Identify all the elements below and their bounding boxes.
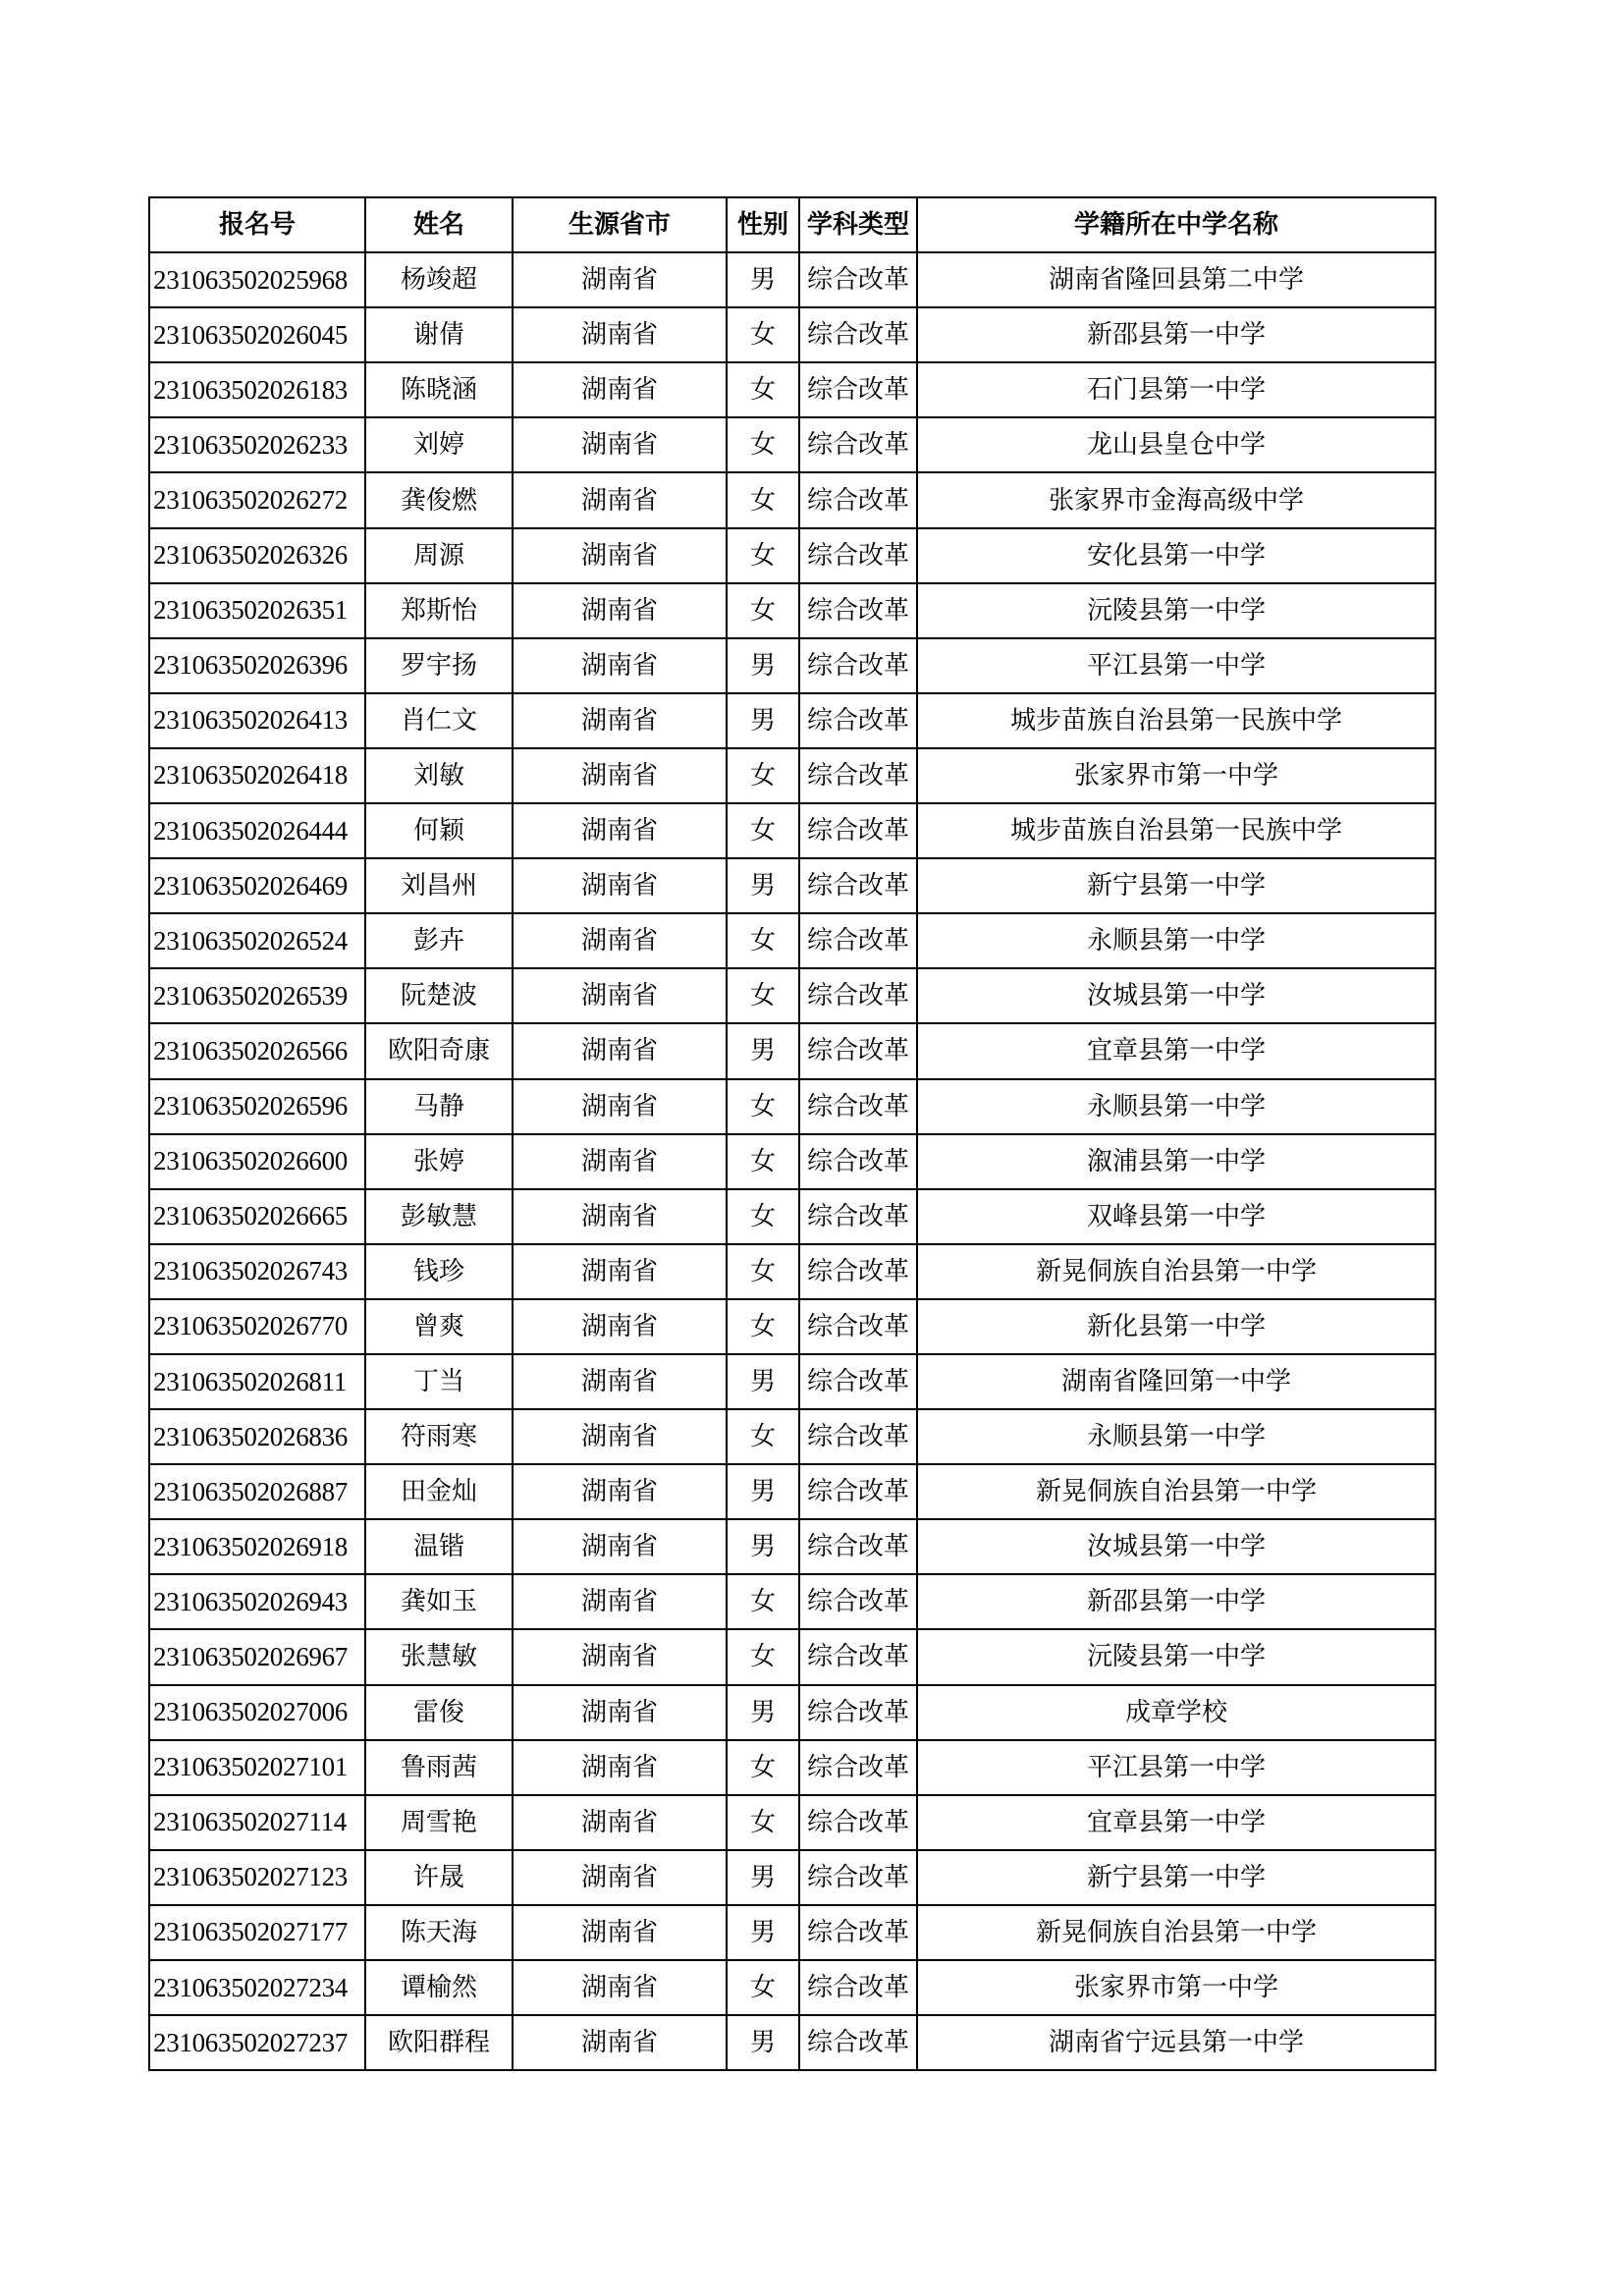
cell-id: 231063502027177 <box>149 1905 365 1960</box>
table-row <box>149 1795 1435 1850</box>
table-row <box>149 1629 1435 1684</box>
cell-type: 综合改革 <box>799 1299 917 1354</box>
cell-id: 231063502027006 <box>149 1685 365 1740</box>
header-sex: 性别 <box>727 197 799 252</box>
cell-school: 新晃侗族自治县第一中学 <box>917 1244 1435 1299</box>
table-row <box>149 362 1435 417</box>
table-row <box>149 1685 1435 1740</box>
cell-school: 汝城县第一中学 <box>917 1519 1435 1574</box>
table-row <box>149 583 1435 638</box>
cell-name: 曾爽 <box>365 1299 513 1354</box>
cell-id: 231063502026596 <box>149 1079 365 1134</box>
cell-sex: 女 <box>727 583 799 638</box>
cell-sex: 男 <box>727 1464 799 1519</box>
cell-sex: 男 <box>727 1685 799 1740</box>
cell-province: 湖南省 <box>513 748 727 803</box>
cell-province: 湖南省 <box>513 803 727 858</box>
cell-type: 综合改革 <box>799 638 917 693</box>
cell-province: 湖南省 <box>513 1519 727 1574</box>
cell-id: 231063502027123 <box>149 1850 365 1905</box>
cell-name: 彭敏慧 <box>365 1189 513 1244</box>
cell-id: 231063502026351 <box>149 583 365 638</box>
cell-sex: 男 <box>727 1850 799 1905</box>
table-row <box>149 472 1435 527</box>
cell-school: 沅陵县第一中学 <box>917 583 1435 638</box>
table-row <box>149 693 1435 748</box>
cell-province: 湖南省 <box>513 1740 727 1795</box>
cell-name: 杨竣超 <box>365 252 513 307</box>
cell-name: 龚俊燃 <box>365 472 513 527</box>
cell-id: 231063502026770 <box>149 1299 365 1354</box>
cell-type: 综合改革 <box>799 583 917 638</box>
cell-province: 湖南省 <box>513 307 727 362</box>
cell-type: 综合改革 <box>799 417 917 472</box>
header-id: 报名号 <box>149 197 365 252</box>
cell-type: 综合改革 <box>799 913 917 968</box>
cell-school: 张家界市第一中学 <box>917 748 1435 803</box>
cell-province: 湖南省 <box>513 1189 727 1244</box>
cell-province: 湖南省 <box>513 1629 727 1684</box>
table-row <box>149 1464 1435 1519</box>
cell-id: 231063502026524 <box>149 913 365 968</box>
cell-type: 综合改革 <box>799 1464 917 1519</box>
cell-province: 湖南省 <box>513 472 727 527</box>
cell-id: 231063502026967 <box>149 1629 365 1684</box>
cell-name: 肖仁文 <box>365 693 513 748</box>
cell-name: 雷俊 <box>365 1685 513 1740</box>
cell-id: 231063502026811 <box>149 1354 365 1409</box>
cell-school: 新晃侗族自治县第一中学 <box>917 1905 1435 1960</box>
cell-school: 安化县第一中学 <box>917 528 1435 583</box>
table-row <box>149 1409 1435 1464</box>
cell-id: 231063502026045 <box>149 307 365 362</box>
cell-sex: 女 <box>727 803 799 858</box>
cell-sex: 女 <box>727 913 799 968</box>
cell-id: 231063502026600 <box>149 1134 365 1189</box>
cell-school: 新宁县第一中学 <box>917 1850 1435 1905</box>
cell-id: 231063502026413 <box>149 693 365 748</box>
cell-type: 综合改革 <box>799 1409 917 1464</box>
cell-type: 综合改革 <box>799 1079 917 1134</box>
cell-school: 永顺县第一中学 <box>917 913 1435 968</box>
cell-name: 欧阳奇康 <box>365 1023 513 1078</box>
cell-id: 231063502026743 <box>149 1244 365 1299</box>
cell-name: 钱珍 <box>365 1244 513 1299</box>
cell-type: 综合改革 <box>799 1354 917 1409</box>
cell-name: 周雪艳 <box>365 1795 513 1850</box>
table-row <box>149 1189 1435 1244</box>
cell-id: 231063502026469 <box>149 858 365 913</box>
cell-type: 综合改革 <box>799 1850 917 1905</box>
cell-id: 231063502026943 <box>149 1574 365 1629</box>
cell-id: 231063502026326 <box>149 528 365 583</box>
cell-id: 231063502027114 <box>149 1795 365 1850</box>
cell-name: 丁当 <box>365 1354 513 1409</box>
table-row <box>149 748 1435 803</box>
cell-id: 231063502026665 <box>149 1189 365 1244</box>
cell-name: 陈晓涵 <box>365 362 513 417</box>
cell-id: 231063502027101 <box>149 1740 365 1795</box>
cell-province: 湖南省 <box>513 417 727 472</box>
cell-name: 龚如玉 <box>365 1574 513 1629</box>
cell-name: 何颖 <box>365 803 513 858</box>
table-row <box>149 968 1435 1023</box>
cell-type: 综合改革 <box>799 1795 917 1850</box>
cell-sex: 女 <box>727 1244 799 1299</box>
cell-id: 231063502026566 <box>149 1023 365 1078</box>
cell-name: 符雨寒 <box>365 1409 513 1464</box>
cell-school: 湖南省宁远县第一中学 <box>917 2015 1435 2070</box>
cell-type: 综合改革 <box>799 2015 917 2070</box>
cell-id: 231063502026233 <box>149 417 365 472</box>
cell-school: 双峰县第一中学 <box>917 1189 1435 1244</box>
cell-school: 张家界市第一中学 <box>917 1960 1435 2015</box>
table-row <box>149 1299 1435 1354</box>
cell-province: 湖南省 <box>513 528 727 583</box>
cell-type: 综合改革 <box>799 307 917 362</box>
cell-sex: 女 <box>727 528 799 583</box>
table-row <box>149 2015 1435 2070</box>
cell-province: 湖南省 <box>513 583 727 638</box>
cell-sex: 男 <box>727 1905 799 1960</box>
cell-name: 鲁雨茜 <box>365 1740 513 1795</box>
cell-province: 湖南省 <box>513 1409 727 1464</box>
cell-type: 综合改革 <box>799 803 917 858</box>
cell-id: 231063502026183 <box>149 362 365 417</box>
cell-type: 综合改革 <box>799 968 917 1023</box>
cell-school: 永顺县第一中学 <box>917 1079 1435 1134</box>
cell-name: 彭卉 <box>365 913 513 968</box>
table-header <box>149 197 1435 252</box>
table-row <box>149 913 1435 968</box>
cell-name: 马静 <box>365 1079 513 1134</box>
student-roster-table <box>148 196 1436 2071</box>
table-row <box>149 1134 1435 1189</box>
cell-name: 温锴 <box>365 1519 513 1574</box>
cell-id: 231063502026836 <box>149 1409 365 1464</box>
cell-province: 湖南省 <box>513 252 727 307</box>
cell-type: 综合改革 <box>799 472 917 527</box>
cell-province: 湖南省 <box>513 1023 727 1078</box>
cell-id: 231063502026396 <box>149 638 365 693</box>
table-row <box>149 528 1435 583</box>
cell-school: 石门县第一中学 <box>917 362 1435 417</box>
cell-province: 湖南省 <box>513 1850 727 1905</box>
cell-type: 综合改革 <box>799 252 917 307</box>
cell-type: 综合改革 <box>799 1960 917 2015</box>
cell-type: 综合改革 <box>799 1519 917 1574</box>
cell-sex: 女 <box>727 1629 799 1684</box>
table-row <box>149 1960 1435 2015</box>
cell-sex: 女 <box>727 748 799 803</box>
cell-type: 综合改革 <box>799 693 917 748</box>
table-row <box>149 1244 1435 1299</box>
cell-sex: 女 <box>727 1079 799 1134</box>
table-row <box>149 1905 1435 1960</box>
cell-school: 宜章县第一中学 <box>917 1795 1435 1850</box>
cell-name: 郑斯怡 <box>365 583 513 638</box>
cell-province: 湖南省 <box>513 1960 727 2015</box>
table-row <box>149 1079 1435 1134</box>
cell-province: 湖南省 <box>513 2015 727 2070</box>
table-row <box>149 1850 1435 1905</box>
table-row <box>149 307 1435 362</box>
cell-name: 张婷 <box>365 1134 513 1189</box>
cell-id: 231063502026918 <box>149 1519 365 1574</box>
cell-school: 汝城县第一中学 <box>917 968 1435 1023</box>
table-row <box>149 803 1435 858</box>
cell-sex: 男 <box>727 1354 799 1409</box>
header-school: 学籍所在中学名称 <box>917 197 1435 252</box>
cell-sex: 男 <box>727 252 799 307</box>
cell-school: 宜章县第一中学 <box>917 1023 1435 1078</box>
header-name: 姓名 <box>365 197 513 252</box>
cell-sex: 女 <box>727 362 799 417</box>
cell-name: 田金灿 <box>365 1464 513 1519</box>
cell-name: 阮楚波 <box>365 968 513 1023</box>
cell-type: 综合改革 <box>799 858 917 913</box>
cell-school: 城步苗族自治县第一民族中学 <box>917 803 1435 858</box>
cell-type: 综合改革 <box>799 528 917 583</box>
cell-sex: 女 <box>727 307 799 362</box>
cell-id: 231063502027234 <box>149 1960 365 2015</box>
cell-province: 湖南省 <box>513 1299 727 1354</box>
cell-sex: 女 <box>727 1189 799 1244</box>
cell-name: 谢倩 <box>365 307 513 362</box>
cell-province: 湖南省 <box>513 858 727 913</box>
cell-name: 刘敏 <box>365 748 513 803</box>
cell-type: 综合改革 <box>799 1740 917 1795</box>
cell-school: 新晃侗族自治县第一中学 <box>917 1464 1435 1519</box>
cell-province: 湖南省 <box>513 1905 727 1960</box>
cell-name: 周源 <box>365 528 513 583</box>
cell-type: 综合改革 <box>799 1189 917 1244</box>
cell-type: 综合改革 <box>799 362 917 417</box>
cell-province: 湖南省 <box>513 693 727 748</box>
cell-school: 成章学校 <box>917 1685 1435 1740</box>
cell-sex: 女 <box>727 1409 799 1464</box>
cell-sex: 女 <box>727 1299 799 1354</box>
header-province: 生源省市 <box>513 197 727 252</box>
cell-province: 湖南省 <box>513 1079 727 1134</box>
cell-sex: 女 <box>727 1960 799 2015</box>
cell-type: 综合改革 <box>799 1244 917 1299</box>
table-row <box>149 1354 1435 1409</box>
cell-school: 张家界市金海高级中学 <box>917 472 1435 527</box>
cell-province: 湖南省 <box>513 913 727 968</box>
cell-school: 平江县第一中学 <box>917 1740 1435 1795</box>
cell-province: 湖南省 <box>513 638 727 693</box>
cell-school: 溆浦县第一中学 <box>917 1134 1435 1189</box>
cell-school: 永顺县第一中学 <box>917 1409 1435 1464</box>
cell-type: 综合改革 <box>799 748 917 803</box>
cell-sex: 女 <box>727 1795 799 1850</box>
cell-type: 综合改革 <box>799 1134 917 1189</box>
cell-sex: 男 <box>727 1519 799 1574</box>
table-row <box>149 858 1435 913</box>
cell-sex: 女 <box>727 1740 799 1795</box>
cell-school: 城步苗族自治县第一民族中学 <box>917 693 1435 748</box>
cell-sex: 男 <box>727 1023 799 1078</box>
cell-name: 罗宇扬 <box>365 638 513 693</box>
cell-sex: 女 <box>727 417 799 472</box>
cell-school: 湖南省隆回第一中学 <box>917 1354 1435 1409</box>
cell-sex: 男 <box>727 693 799 748</box>
cell-id: 231063502025968 <box>149 252 365 307</box>
table-row <box>149 1519 1435 1574</box>
cell-province: 湖南省 <box>513 1795 727 1850</box>
cell-province: 湖南省 <box>513 1464 727 1519</box>
cell-name: 陈天海 <box>365 1905 513 1960</box>
table-row <box>149 638 1435 693</box>
cell-school: 新邵县第一中学 <box>917 1574 1435 1629</box>
cell-id: 231063502026272 <box>149 472 365 527</box>
cell-province: 湖南省 <box>513 1134 727 1189</box>
cell-school: 新邵县第一中学 <box>917 307 1435 362</box>
table-row <box>149 1574 1435 1629</box>
table-row <box>149 417 1435 472</box>
cell-name: 谭榆然 <box>365 1960 513 2015</box>
cell-province: 湖南省 <box>513 1244 727 1299</box>
cell-school: 龙山县皇仓中学 <box>917 417 1435 472</box>
cell-id: 231063502026539 <box>149 968 365 1023</box>
cell-type: 综合改革 <box>799 1905 917 1960</box>
table-row <box>149 252 1435 307</box>
cell-id: 231063502027237 <box>149 2015 365 2070</box>
cell-school: 沅陵县第一中学 <box>917 1629 1435 1684</box>
table-row <box>149 1023 1435 1078</box>
cell-school: 新宁县第一中学 <box>917 858 1435 913</box>
cell-province: 湖南省 <box>513 1685 727 1740</box>
header-row <box>149 197 1435 252</box>
cell-name: 欧阳群程 <box>365 2015 513 2070</box>
cell-type: 综合改革 <box>799 1629 917 1684</box>
cell-sex: 女 <box>727 1574 799 1629</box>
cell-sex: 女 <box>727 968 799 1023</box>
cell-name: 张慧敏 <box>365 1629 513 1684</box>
table-body <box>149 252 1435 2070</box>
cell-province: 湖南省 <box>513 1574 727 1629</box>
cell-id: 231063502026444 <box>149 803 365 858</box>
cell-type: 综合改革 <box>799 1574 917 1629</box>
cell-sex: 女 <box>727 1134 799 1189</box>
cell-sex: 女 <box>727 472 799 527</box>
cell-id: 231063502026418 <box>149 748 365 803</box>
cell-type: 综合改革 <box>799 1023 917 1078</box>
cell-name: 刘昌州 <box>365 858 513 913</box>
cell-id: 231063502026887 <box>149 1464 365 1519</box>
cell-name: 刘婷 <box>365 417 513 472</box>
cell-province: 湖南省 <box>513 362 727 417</box>
cell-province: 湖南省 <box>513 1354 727 1409</box>
table-row <box>149 1740 1435 1795</box>
cell-sex: 男 <box>727 638 799 693</box>
cell-school: 新化县第一中学 <box>917 1299 1435 1354</box>
cell-sex: 男 <box>727 858 799 913</box>
cell-name: 许晟 <box>365 1850 513 1905</box>
cell-school: 湖南省隆回县第二中学 <box>917 252 1435 307</box>
cell-sex: 男 <box>727 2015 799 2070</box>
header-type: 学科类型 <box>799 197 917 252</box>
cell-school: 平江县第一中学 <box>917 638 1435 693</box>
cell-province: 湖南省 <box>513 968 727 1023</box>
cell-type: 综合改革 <box>799 1685 917 1740</box>
